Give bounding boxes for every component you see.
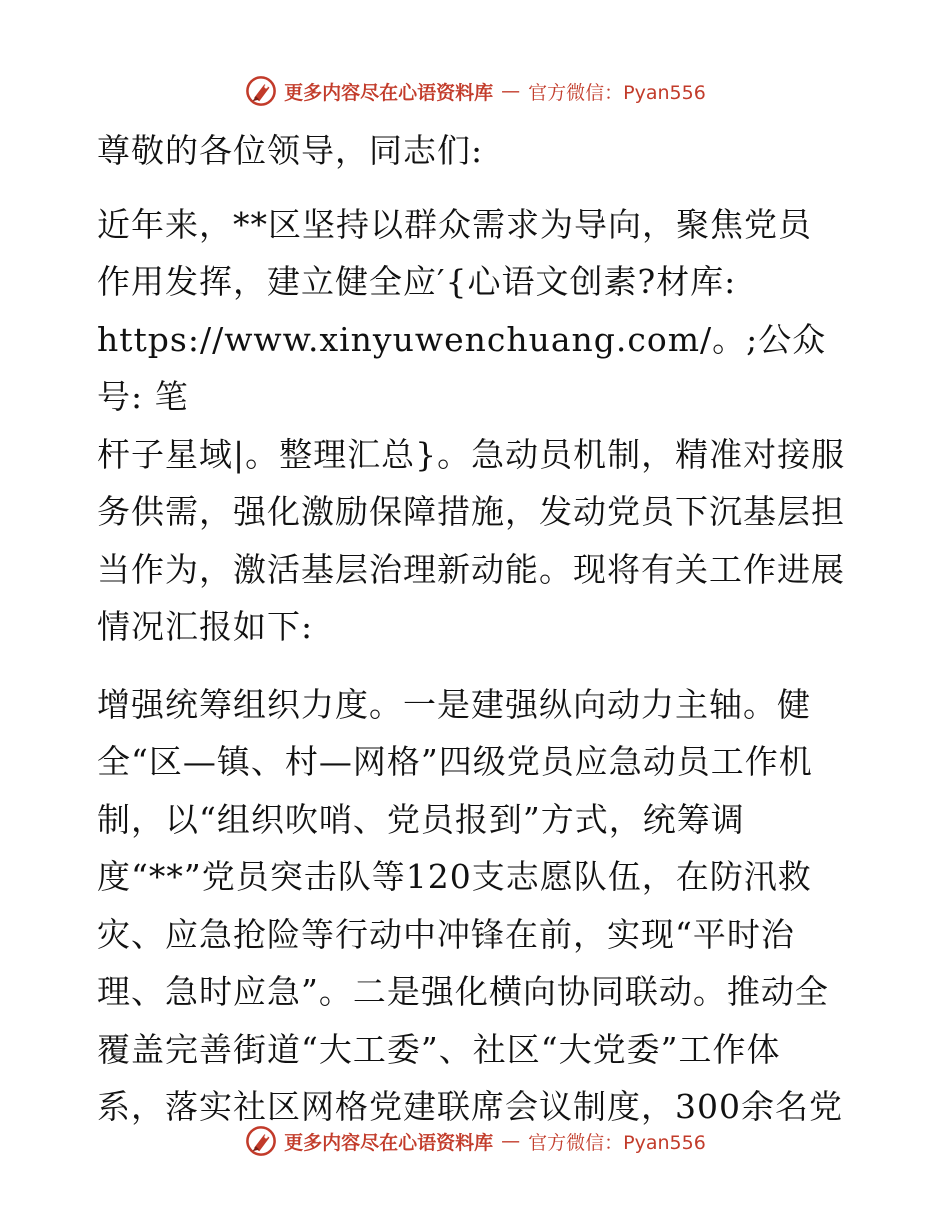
banner-separator: — <box>501 1130 521 1152</box>
banner-separator: — <box>501 80 521 102</box>
banner-title: 更多内容尽在心语资料库 <box>284 81 494 104</box>
paragraph-organization: 增强统筹组织力度。一是建强纵向动力主轴。健 全“区—镇、村—网格”四级党员应急动员工作机 制，以“组织吹哨、党员报到”方式，统筹调 度“**”党员突击队等120支志愿队伍，在防汛救 灾、应急抢险等行动中冲锋在前，实现“平时治 理、急时应急”。二是强化横向协同联动。推动全 覆盖完善街道“大工委”、社区“大党委”工作体 系，落实社区网格党建联席会议制度，300余名党 <box>97 684 843 1126</box>
pen-nib-logo-icon <box>244 74 278 108</box>
paragraph-intro: 近年来，**区坚持以群众需求为导向，聚焦党员 作用发挥，建立健全应′{心语文创素?材库: https://www.xinyuwenchuang.com/。;公众号: 笔 杆子星域|。整理汇总}。急动员机制，精准对接服 务供需，强化激励保障措施，发动党员下沉基层担 当作为，激活基层治理新动能。现将有关工作进展 情况汇报如下: <box>97 204 846 646</box>
banner-wechat: 官方微信：Pyan556 <box>528 81 706 104</box>
banner-wechat: 官方微信：Pyan556 <box>528 1131 706 1154</box>
footer-banner-inner <box>244 1124 706 1158</box>
footer-banner <box>0 1121 950 1161</box>
greeting-line: 尊敬的各位领导，同志们: <box>97 131 484 170</box>
header-banner <box>0 71 950 111</box>
banner-title: 更多内容尽在心语资料库 <box>284 1131 494 1154</box>
document-body <box>97 122 853 1156</box>
pen-nib-logo-icon <box>244 1124 278 1158</box>
header-banner-inner <box>244 74 706 108</box>
